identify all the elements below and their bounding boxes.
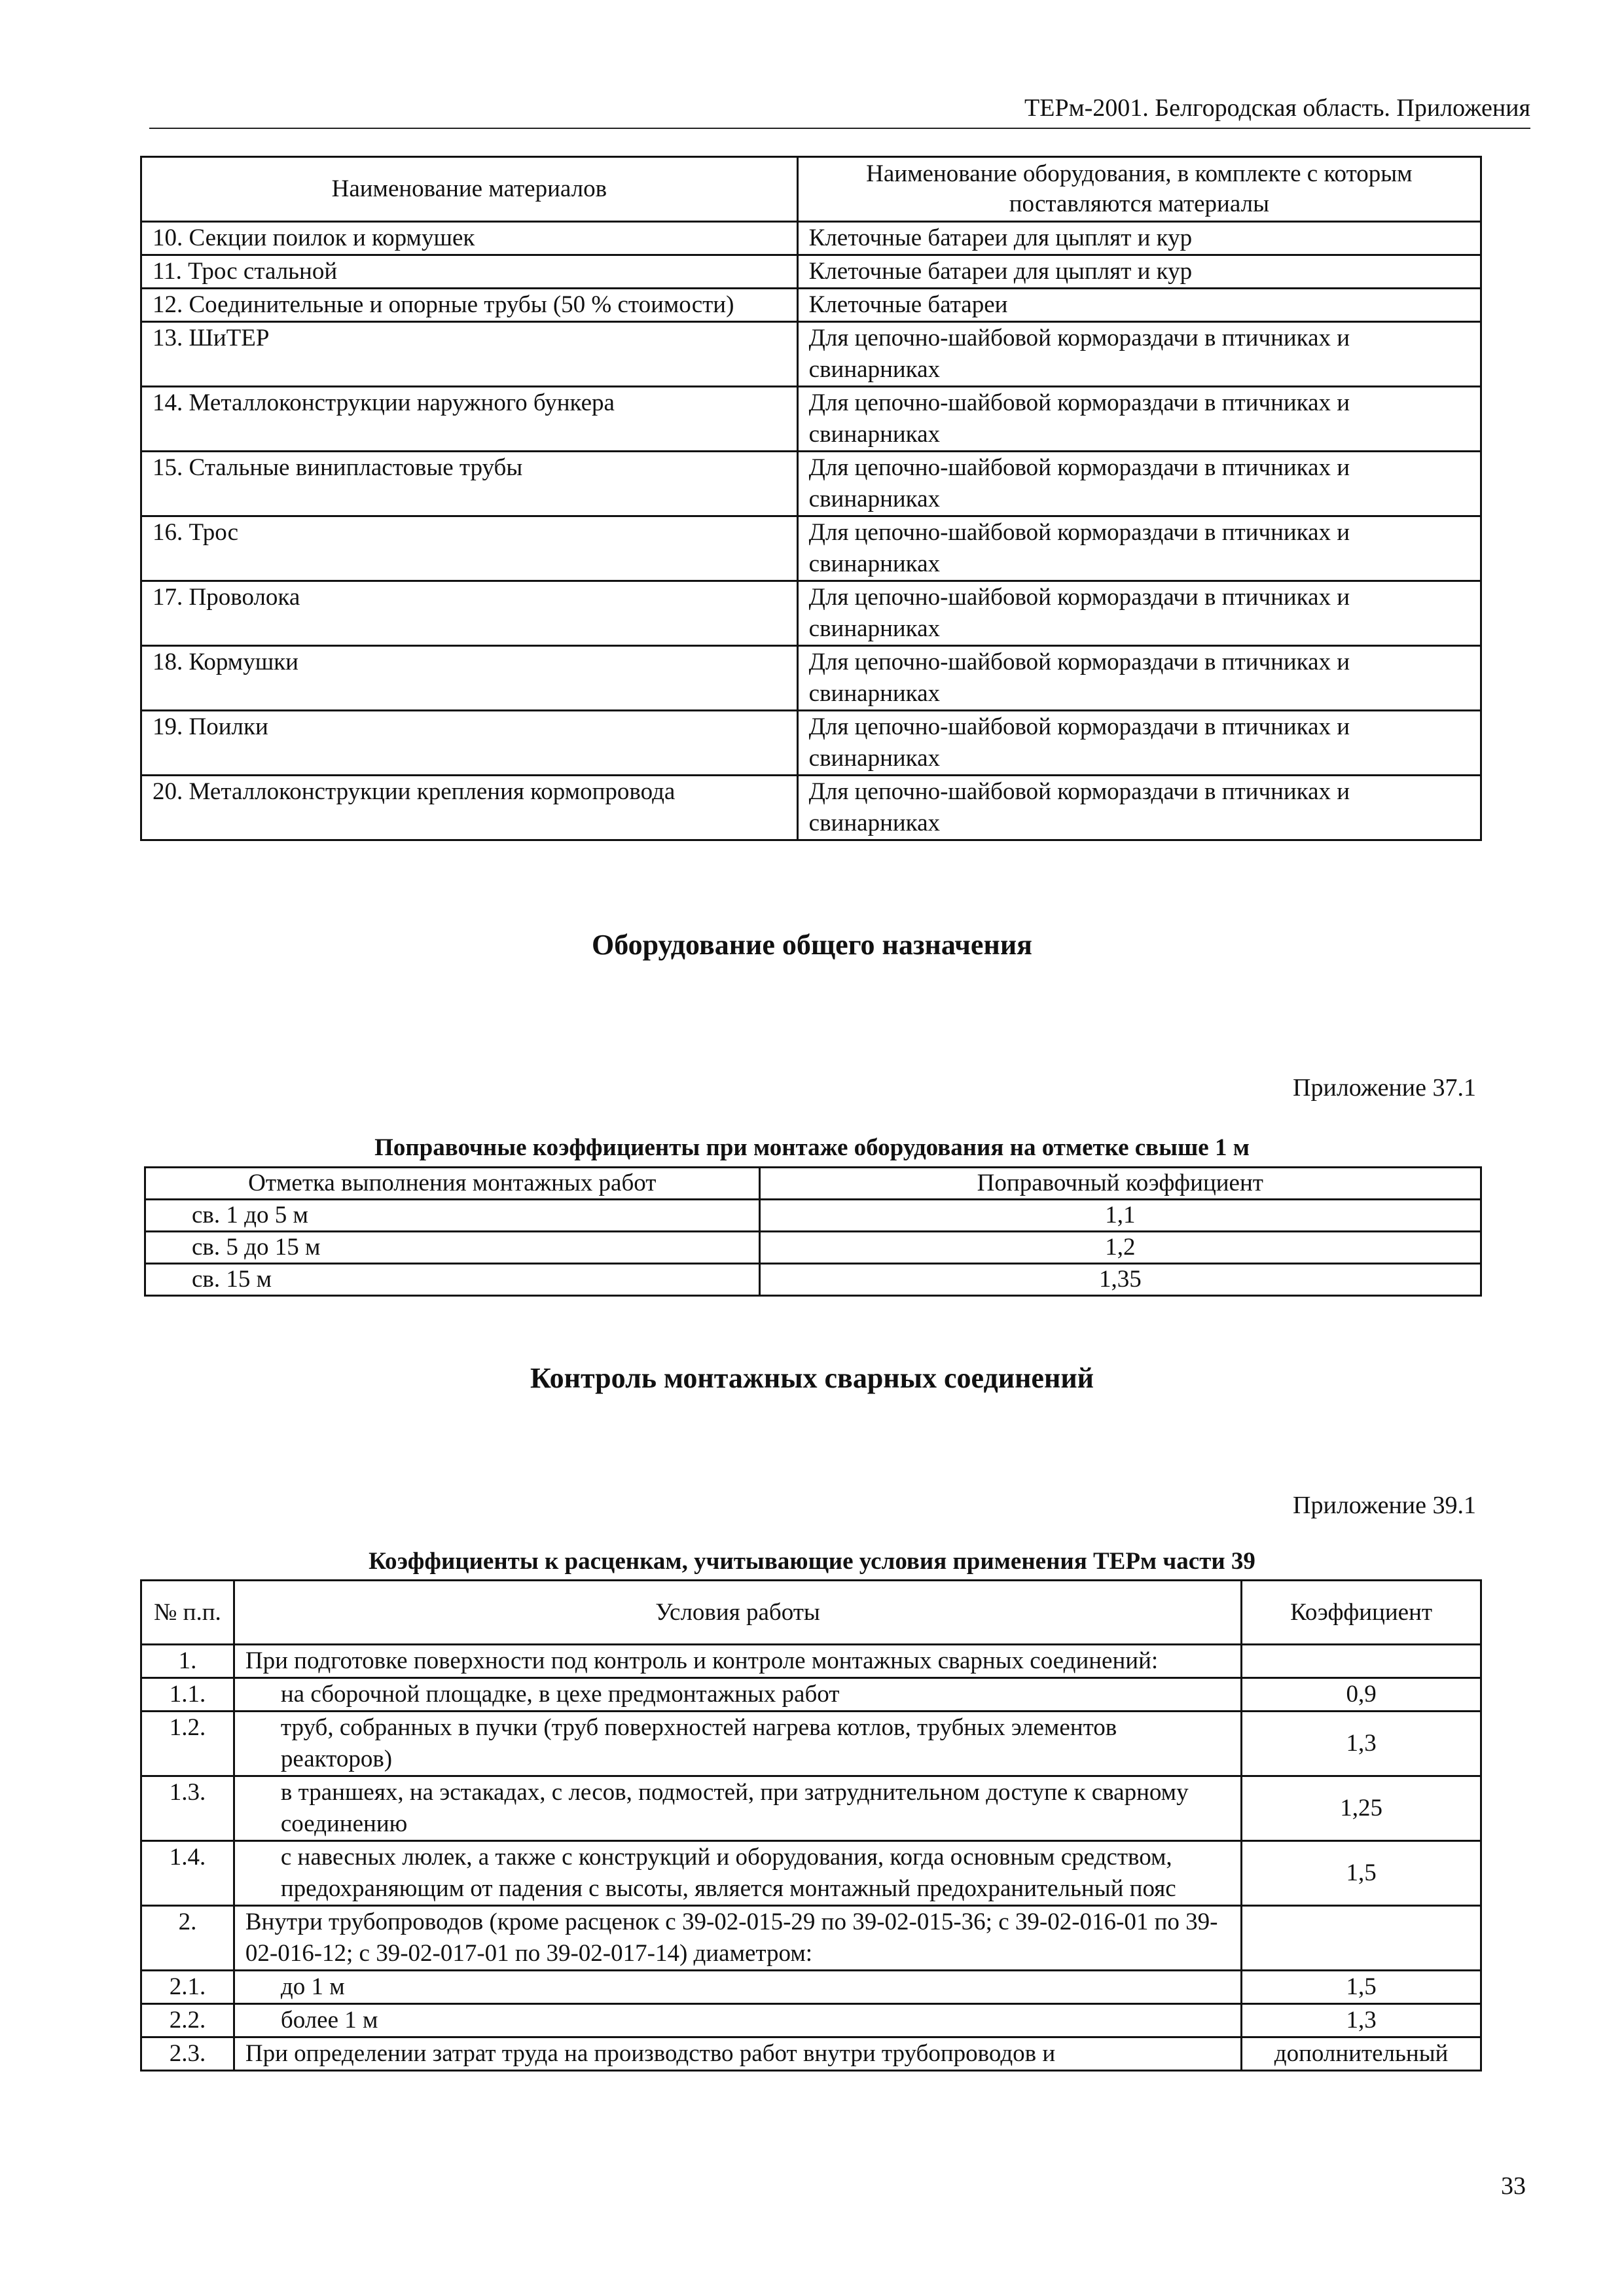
- material-name: 11. Трос стальной: [141, 255, 798, 289]
- row-number: 2.1.: [141, 1971, 234, 2004]
- table-row: [141, 711, 1481, 776]
- table-header-row: [141, 157, 1481, 222]
- table-row: [141, 222, 1481, 255]
- coefficient-value: 1,35: [759, 1264, 1481, 1296]
- coefficient-value: 0,9: [1242, 1678, 1481, 1712]
- column-header: Поправочный коэффициент: [759, 1168, 1481, 1200]
- table-row: [141, 452, 1481, 516]
- table-row: [145, 1200, 1481, 1232]
- table-row: [141, 1712, 1481, 1776]
- material-name: 10. Секции поилок и кормушек: [141, 222, 798, 255]
- work-condition: в траншеях, на эстакадах, с лесов, подмостей, при затруднительном доступе к сварному соединению: [234, 1776, 1241, 1841]
- row-number: 2.: [141, 1906, 234, 1971]
- equipment-name: Для цепочно-шайбовой кормораздачи в птичниках и свинарниках: [797, 581, 1481, 646]
- row-number: 2.2.: [141, 2004, 234, 2037]
- elevation-range: св. 1 до 5 м: [145, 1200, 760, 1232]
- equipment-name: Клеточные батареи для цыплят и кур: [797, 222, 1481, 255]
- column-header: Наименование материалов: [141, 157, 798, 222]
- table-row: [141, 1776, 1481, 1841]
- section-title: Контроль монтажных сварных соединений: [530, 1362, 1094, 1394]
- work-condition: Внутри трубопроводов (кроме расценок с 39-02-015-29 по 39-02-015-36; с 39-02-016-01 по 39-02-016-12; с 39-02-017-01 по 39-02-017-14) диаметром:: [234, 1906, 1241, 1971]
- materials-table: [140, 156, 1482, 841]
- welding-coefficients-table: [140, 1579, 1482, 2072]
- equipment-name: Клеточные батареи: [797, 289, 1481, 322]
- row-number: 1.4.: [141, 1841, 234, 1906]
- table-row: [141, 2037, 1481, 2071]
- column-header: Наименование оборудования, в комплекте с которым поставляются материалы: [797, 157, 1481, 222]
- coefficient-value: [1242, 1906, 1481, 1971]
- table-row: [141, 1645, 1481, 1678]
- section-title: Оборудование общего назначения: [592, 929, 1032, 961]
- work-condition: более 1 м: [234, 2004, 1241, 2037]
- equipment-name: Для цепочно-шайбовой кормораздачи в птичниках и свинарниках: [797, 452, 1481, 516]
- equipment-name: Для цепочно-шайбовой кормораздачи в птичниках и свинарниках: [797, 776, 1481, 840]
- table-row: [141, 1971, 1481, 2004]
- material-name: 13. ШиТЕР: [141, 322, 798, 387]
- material-name: 16. Трос: [141, 516, 798, 581]
- appendix-label: Приложение 39.1: [1293, 1492, 1476, 1519]
- column-header: Отметка выполнения монтажных работ: [145, 1168, 760, 1200]
- material-name: 15. Стальные винипластовые трубы: [141, 452, 798, 516]
- material-name: 19. Поилки: [141, 711, 798, 776]
- elevation-range: св. 5 до 15 м: [145, 1232, 760, 1264]
- work-condition: труб, собранных в пучки (труб поверхностей нагрева котлов, трубных элементов реакторов): [234, 1712, 1241, 1776]
- table-row: [141, 1841, 1481, 1906]
- coefficient-value: [1242, 1645, 1481, 1678]
- column-header: Условия работы: [234, 1581, 1241, 1645]
- table-row: [141, 1678, 1481, 1712]
- table-caption: Коэффициенты к расценкам, учитывающие условия применения ТЕРм части 39: [369, 1548, 1255, 1575]
- table-row: [145, 1264, 1481, 1296]
- table-header-row: [141, 1581, 1481, 1645]
- row-number: 1.3.: [141, 1776, 234, 1841]
- work-condition: При подготовке поверхности под контроль и контроле монтажных сварных соединений:: [234, 1645, 1241, 1678]
- material-name: 20. Металлоконструкции крепления кормопровода: [141, 776, 798, 840]
- coefficient-value: 1,25: [1242, 1776, 1481, 1841]
- row-number: 1.: [141, 1645, 234, 1678]
- coefficient-value: дополнительный: [1242, 2037, 1481, 2071]
- equipment-name: Для цепочно-шайбовой кормораздачи в птичниках и свинарниках: [797, 387, 1481, 452]
- coefficient-value: 1,3: [1242, 2004, 1481, 2037]
- coefficient-value: 1,5: [1242, 1971, 1481, 2004]
- row-number: 1.2.: [141, 1712, 234, 1776]
- table-row: [141, 322, 1481, 387]
- table-row: [141, 255, 1481, 289]
- table-row: [141, 1906, 1481, 1971]
- column-header: Коэффициент: [1242, 1581, 1481, 1645]
- table-caption: Поправочные коэффициенты при монтаже оборудования на отметке свыше 1 м: [374, 1134, 1250, 1161]
- equipment-name: Для цепочно-шайбовой кормораздачи в птичниках и свинарниках: [797, 711, 1481, 776]
- column-header: № п.п.: [141, 1581, 234, 1645]
- coefficient-value: 1,3: [1242, 1712, 1481, 1776]
- correction-coefficients-table: [144, 1166, 1482, 1297]
- table-row: [141, 516, 1481, 581]
- table-row: [141, 2004, 1481, 2037]
- material-name: 18. Кормушки: [141, 646, 798, 711]
- table-header-row: [145, 1168, 1481, 1200]
- elevation-range: св. 15 м: [145, 1264, 760, 1296]
- coefficient-value: 1,2: [759, 1232, 1481, 1264]
- table-row: [141, 387, 1481, 452]
- material-name: 14. Металлоконструкции наружного бункера: [141, 387, 798, 452]
- equipment-name: Клеточные батареи для цыплят и кур: [797, 255, 1481, 289]
- running-header: ТЕРм-2001. Белгородская область. Приложения: [149, 94, 1530, 129]
- work-condition: При определении затрат труда на производство работ внутри трубопроводов и: [234, 2037, 1241, 2071]
- work-condition: с навесных люлек, а также с конструкций и оборудования, когда основным средством, предохраняющим от падения с высоты, является монтажный предохранительный пояс: [234, 1841, 1241, 1906]
- page-number: 33: [1501, 2172, 1526, 2200]
- table-row: [141, 776, 1481, 840]
- equipment-name: Для цепочно-шайбовой кормораздачи в птичниках и свинарниках: [797, 646, 1481, 711]
- row-number: 2.3.: [141, 2037, 234, 2071]
- coefficient-value: 1,5: [1242, 1841, 1481, 1906]
- coefficient-value: 1,1: [759, 1200, 1481, 1232]
- work-condition: на сборочной площадке, в цехе предмонтажных работ: [234, 1678, 1241, 1712]
- equipment-name: Для цепочно-шайбовой кормораздачи в птичниках и свинарниках: [797, 322, 1481, 387]
- table-row: [141, 289, 1481, 322]
- work-condition: до 1 м: [234, 1971, 1241, 2004]
- material-name: 17. Проволока: [141, 581, 798, 646]
- table-row: [141, 646, 1481, 711]
- table-row: [141, 581, 1481, 646]
- table-row: [145, 1232, 1481, 1264]
- row-number: 1.1.: [141, 1678, 234, 1712]
- material-name: 12. Соединительные и опорные трубы (50 % стоимости): [141, 289, 798, 322]
- appendix-label: Приложение 37.1: [1293, 1074, 1476, 1102]
- equipment-name: Для цепочно-шайбовой кормораздачи в птичниках и свинарниках: [797, 516, 1481, 581]
